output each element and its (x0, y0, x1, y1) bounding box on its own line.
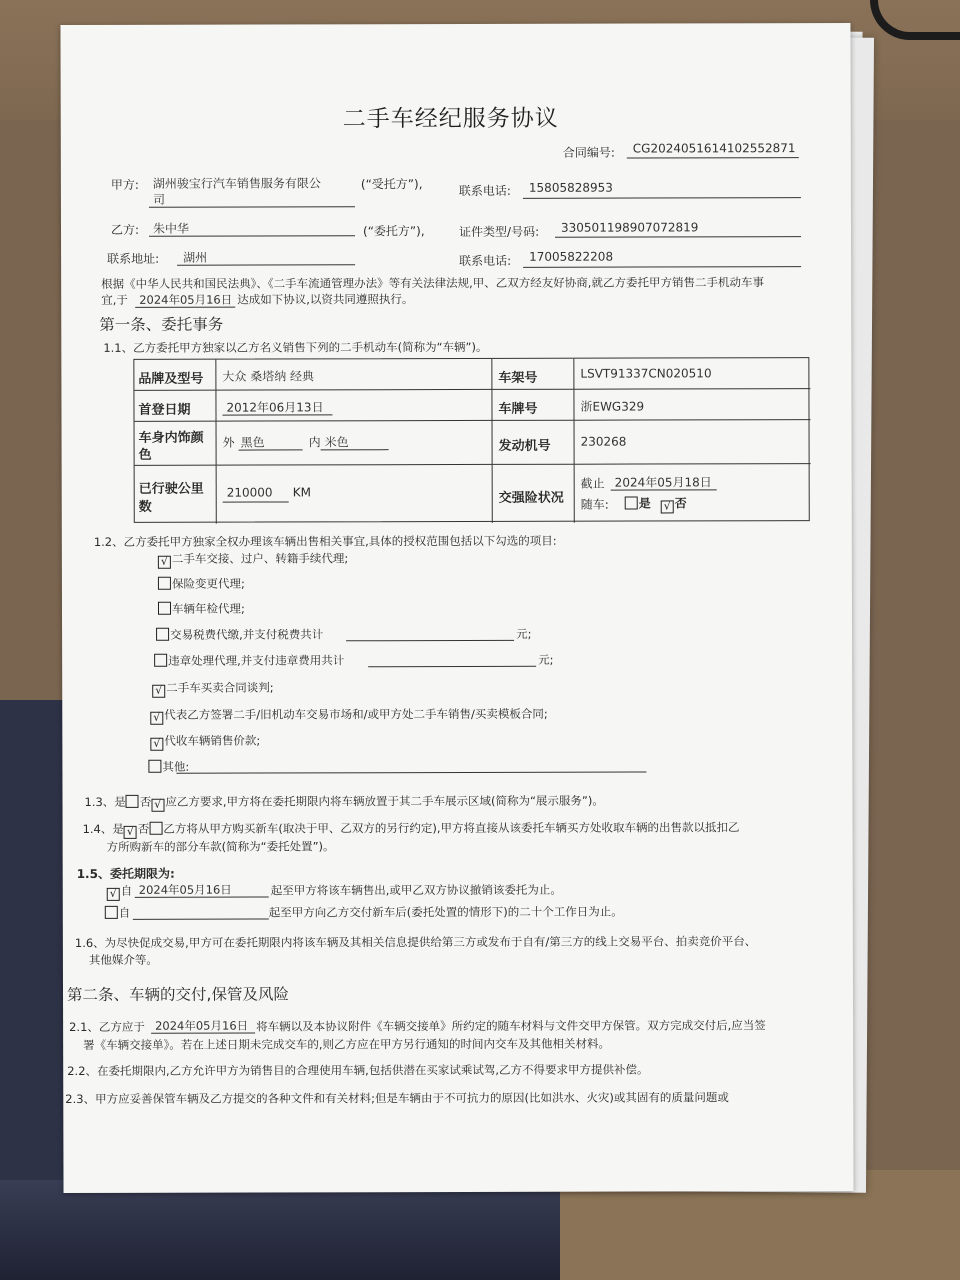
engine-value: 230268 (580, 434, 627, 449)
clause-1-4-text: 乙方将从甲方购买新车(取决于甲、乙双方的另行约定),甲方将直接从该委托车辆买方处收取车辆的出售款以抵扣乙 (163, 820, 740, 836)
int-color: 米色 (324, 435, 349, 450)
clause-2-1-date: 2024年05月16日 (155, 1018, 249, 1033)
clause-1-6-line1: 1.6、为尽快促成交易,甲方可在委托期限内将该车辆及其相关信息提供给第三方或发布于自有/第三方的线上交易平台、拍卖竞价平台、 (74, 934, 757, 951)
clause-1-5-title: 1.5、委托期限为: (76, 866, 175, 881)
option-5-label: 违章处理代理,并支付违章费用共计 (168, 653, 345, 668)
option-2 (158, 576, 245, 592)
reg-date: 2012年06月13日 (226, 400, 324, 415)
party-a-name-line2: 司 (152, 192, 165, 207)
party-b-label: 乙方: (110, 222, 140, 237)
mileage-underline (223, 501, 289, 502)
vin-value: LSVT91337CN020510 (580, 366, 712, 381)
party-b-phone-underline (523, 266, 801, 268)
preamble-line1: 根据《中华人民共和国民法典》、《二手车流通管理办法》等有关法律法规,甲、乙双方经友好协商,就乙方委托甲方销售二手机动车事 (101, 275, 764, 291)
preamble-date: 2024年05月16日 (139, 292, 233, 307)
option-2-checkbox[interactable] (158, 577, 171, 590)
term-option-2-text: 起至甲方向乙方交付新车后(委托处置的情形下)的二十个工作日为止。 (268, 904, 623, 920)
term-option-1-date: 2024年05月16日 (138, 882, 232, 897)
clause-1-3-no-checkbox[interactable]: √ (151, 799, 164, 812)
term-option-1-underline (135, 896, 269, 897)
clause-1-3 (84, 793, 603, 812)
option-4-label: 交易税费代缴,并支付税费共计 (170, 627, 324, 642)
clause-1-3-yes-checkbox[interactable] (126, 795, 139, 808)
page-title: 二手车经纪服务协议 (342, 105, 559, 133)
term-option-2-prefix: 自 (118, 905, 131, 920)
option-5 (154, 652, 344, 668)
clause-1-2: 1.2、乙方委托甲方独家全权办理该车辆出售相关事宜,具体的授权范围包括以下勾选的项目: (93, 533, 557, 549)
with-car-yes (625, 494, 651, 511)
option-8-checkbox[interactable]: √ (150, 738, 163, 751)
party-b-underline (149, 235, 355, 237)
party-b-id-underline (555, 236, 801, 238)
article-1-title: 第一条、委托事务 (99, 315, 224, 334)
cell-insurance (575, 464, 811, 523)
clause-1-4 (83, 819, 740, 839)
cell-reg (216, 390, 492, 422)
with-car-label: 随车: (580, 497, 609, 512)
option-8 (150, 733, 260, 751)
cell-brand (216, 359, 492, 391)
contract-page (60, 23, 853, 1193)
insurance-label: 交强险状况 (498, 490, 564, 506)
option-6 (152, 679, 273, 697)
ext-color-underline (239, 449, 303, 450)
clause-1-3-yes-label: 1.3、是 (84, 794, 126, 809)
contract-no-underline (627, 157, 799, 158)
clause-2-2: 2.2、在委托期限内,乙方允许甲方为销售目的合理使用车辆,包括供潜在买家试乘试驾,乙方不得要求甲方提供补偿。 (67, 1062, 649, 1079)
option-9-label: 其他: (162, 759, 190, 774)
option-9-checkbox[interactable] (148, 760, 161, 773)
party-a-underline (149, 206, 355, 208)
option-1-checkbox[interactable]: √ (158, 556, 171, 569)
cell-color (217, 421, 493, 466)
party-a-phone-underline (523, 197, 801, 199)
option-5-underline (368, 666, 536, 667)
ins-prefix: 截止 (580, 476, 605, 491)
party-b-name: 朱中华 (152, 221, 190, 236)
address-label: 联系地址: (107, 251, 160, 266)
plate-label: 车牌号 (498, 401, 538, 417)
clause-1-4-yes-label: 1.4、是 (82, 821, 124, 836)
option-4-underline (346, 640, 514, 641)
term-option-1-prefix: 自 (120, 883, 133, 898)
cell-plate (574, 389, 810, 421)
mileage-value: 210000 (226, 485, 273, 500)
cell-mileage-label (135, 466, 217, 524)
plate-value: 浙EWG329 (580, 399, 645, 414)
clause-1-4-no-label: 否 (137, 821, 150, 836)
option-6-label: 二手车买卖合同谈判; (166, 680, 274, 695)
cell-mileage (217, 465, 493, 524)
cell-insurance-label (493, 465, 575, 523)
option-3 (158, 601, 245, 617)
party-a-name-line1: 湖州骏宝行汽车销售服务有限公 (152, 176, 321, 191)
party-b-address: 湖州 (183, 250, 208, 265)
term-option-1-checkbox[interactable]: √ (107, 888, 120, 901)
option-7-label: 代表乙方签署二手/旧机动车交易市场和/或甲方处二手车销售/买卖模板合同; (164, 706, 548, 722)
clause-1-1: 1.1、乙方委托甲方独家以乙方名义销售下列的二手机动车(简称为“车辆”)。 (103, 339, 488, 355)
clause-2-3: 2.3、甲方应妥善保管车辆及乙方提交的各种文件和有关材料;但是车辆由于不可抗力的原因(比如洪水、火灾)或其固有的质量问题或 (65, 1090, 729, 1107)
clause-1-3-text: 应乙方要求,甲方将在委托期限内将车辆放置于其二手车展示区域(简称为“展示服务”)。 (165, 793, 604, 809)
contract-no-label: 合同编号: (562, 145, 615, 160)
option-7-checkbox[interactable]: √ (150, 712, 163, 725)
vin-label: 车架号 (498, 370, 538, 386)
vehicle-table (133, 357, 809, 523)
int-prefix: 内 (308, 435, 321, 450)
option-9-underline (176, 772, 646, 774)
preamble-line2b: 达成如下协议,以资共同遵照执行。 (237, 292, 414, 307)
cell-vin (574, 358, 810, 390)
with-car-no-checkbox[interactable]: √ (661, 500, 674, 513)
option-3-checkbox[interactable] (158, 602, 171, 615)
term-option-1-text: 起至甲方将该车辆售出,或甲乙双方协议撤销该委托为止。 (270, 882, 562, 898)
clause-2-1-a: 2.1、乙方应于 (69, 1019, 145, 1035)
option-1 (158, 550, 348, 568)
option-8-label: 代收车辆销售价款; (164, 733, 261, 748)
option-5-suffix: 元; (538, 652, 554, 667)
ext-prefix: 外 (222, 435, 235, 450)
color-label-1: 车身内饰颜 (138, 430, 204, 446)
clause-2-1-date-underline (151, 1033, 255, 1034)
option-7 (150, 706, 548, 725)
color-label-2: 色 (138, 447, 152, 463)
clause-2-1-c: 署《车辆交接单》。若在上述日期未完成交车的,则乙方应在甲方另行通知的时间内交车及其他相关材料。 (83, 1036, 611, 1052)
contract-no: CG2024051614102552871 (632, 141, 796, 156)
mileage-unit: KM (292, 485, 311, 500)
preamble-line2a: 宜,于 (101, 292, 128, 307)
option-4-suffix: 元; (516, 626, 532, 641)
option-6-checkbox[interactable]: √ (152, 685, 165, 698)
party-b-id-label: 证件类型/号码: (458, 224, 540, 239)
brand-value: 大众 桑塔纳 经典 (222, 369, 315, 384)
int-color-underline (321, 449, 389, 450)
option-3-label: 车辆年检代理; (171, 601, 245, 616)
cell-color-label (135, 422, 217, 466)
term-option-1 (107, 883, 133, 901)
ext-color: 黑色 (240, 435, 265, 450)
with-car-no (661, 494, 687, 513)
party-a-phone: 15805828953 (528, 180, 613, 195)
address-underline (177, 264, 355, 265)
clause-1-4-yes-checkbox[interactable]: √ (124, 826, 137, 839)
cell-reg-label (134, 391, 216, 422)
party-a-role: (“受托方”), (360, 177, 423, 192)
party-b-phone: 17005822208 (529, 249, 614, 264)
with-car-yes-label: 是 (638, 496, 651, 511)
term-option-2 (105, 905, 131, 921)
ins-date-underline (611, 489, 717, 490)
term-option-2-underline (133, 918, 269, 919)
with-car-no-label: 否 (674, 496, 687, 511)
party-a-label: 甲方: (110, 177, 139, 192)
mileage-label-1: 已行驶公里 (138, 481, 204, 497)
option-2-label: 保险变更代理; (171, 576, 245, 591)
option-5-checkbox[interactable] (154, 654, 167, 667)
engine-label: 发动机号 (498, 438, 551, 454)
cell-plate-label (492, 390, 574, 421)
cell-brand-label (134, 360, 216, 391)
party-b-phone-label: 联系电话: (459, 253, 512, 268)
mileage-label-2: 数 (138, 499, 152, 515)
with-car-yes-checkbox[interactable] (625, 497, 638, 510)
ins-date: 2024年05月18日 (614, 475, 712, 490)
clause-1-4-no-checkbox[interactable] (149, 822, 162, 835)
clause-1-3-no-label: 否 (139, 794, 152, 809)
clause-1-6-line2: 其他媒介等。 (88, 952, 158, 967)
cell-vin-label (492, 359, 574, 390)
option-4-checkbox[interactable] (156, 628, 169, 641)
term-option-2-checkbox[interactable] (105, 906, 118, 919)
option-4 (156, 626, 323, 642)
reg-date-underline (222, 414, 332, 415)
brand-label: 品牌及型号 (138, 371, 204, 387)
reg-label: 首登日期 (138, 402, 191, 418)
cell-engine-label (493, 421, 575, 465)
clause-1-4-line2: 方所购新车的部分车款(简称为“委托处置”)。 (106, 839, 335, 854)
clause-2-1-b: 将车辆以及本协议附件《车辆交接单》所约定的随车材料与文件交甲方保管。双方完成交付后,应当签 (256, 1018, 766, 1034)
cell-engine (575, 420, 811, 465)
preamble-date-underline (135, 307, 235, 308)
article-2-title: 第二条、车辆的交付,保管及风险 (66, 985, 289, 1005)
option-1-label: 二手车交接、过户、转籍手续代理; (171, 551, 349, 566)
party-b-id-no: 330501198907072819 (560, 220, 699, 235)
party-b-role: (“委托方”), (362, 224, 425, 239)
party-a-phone-label: 联系电话: (458, 183, 511, 198)
